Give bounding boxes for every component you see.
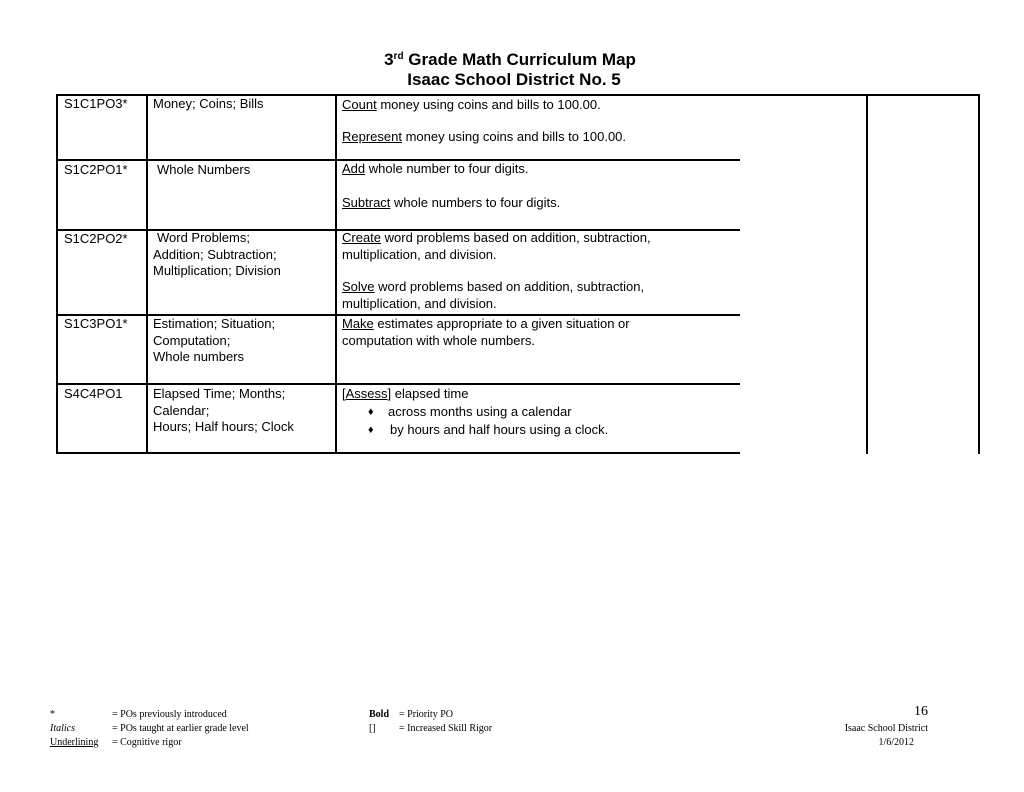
footer-district: Isaac School District [844, 723, 928, 734]
row-3-po-1-text: word problems based on addition, subtraction, [381, 230, 651, 245]
row-2-topic: Whole Numbers [157, 162, 251, 177]
legend-underlining-desc: = Cognitive rigor [112, 737, 182, 748]
footer-date: 1/6/2012 [878, 737, 914, 748]
row-1-po-2 [342, 129, 732, 146]
row-2-po-2-text: whole numbers to four digits. [390, 195, 561, 210]
row-5-po-1 [342, 386, 732, 403]
row-1-topic: Money; Coins; Bills [153, 96, 264, 111]
row-5-topic-line-2: Calendar; [153, 402, 210, 418]
page-subtitle: Isaac School District No. 5 [407, 70, 621, 89]
row-3-po-2 [342, 279, 732, 312]
row-1-po-1-text: money using coins and bills to 100.00. [376, 97, 601, 112]
row-5-bullet-1: across months using a calendar [388, 404, 572, 419]
title-ordinal-suffix: rd [393, 51, 404, 62]
row-5-bullet-2: by hours and half hours using a clock. [390, 422, 609, 437]
row-5-po-1-text: elapsed time [391, 386, 469, 401]
row-5-topic-line-3: Hours; Half hours; Clock [153, 419, 294, 434]
title-grade: 3 [384, 50, 394, 69]
legend-underlining-symbol: Underlining [50, 737, 99, 748]
diamond-bullet-icon: ♦ [368, 424, 374, 436]
page-number: 16 [914, 704, 928, 719]
table-divider-3 [866, 94, 868, 454]
row-4-po-1-line-2: computation with whole numbers. [342, 332, 535, 348]
table-border-left [56, 94, 58, 454]
row-2-code: S1C2PO1* [64, 162, 128, 177]
row-3-po-1 [342, 230, 732, 263]
legend-brackets-desc: = Increased Skill Rigor [399, 723, 493, 734]
row-3-topic-line-1: Word Problems; [157, 230, 250, 245]
row-1-po-2-verb: Represent [342, 129, 402, 144]
diamond-bullet-icon: ♦ [368, 406, 374, 418]
row-3-po-2-text: word problems based on addition, subtraction, [374, 279, 645, 294]
row-3-po-1-line-2: multiplication, and division. [342, 246, 497, 262]
row-4-po-1-verb: Make [342, 316, 374, 331]
legend-asterisk-symbol: * [50, 709, 55, 720]
row-3-code: S1C2PO2* [64, 231, 128, 246]
row-3-topic [153, 230, 281, 280]
row-3-topic-line-2: Addition; Subtraction; [153, 246, 277, 262]
legend-bold-symbol: Bold [369, 709, 390, 720]
row-1-po-2-text: money using coins and bills to 100.00. [401, 129, 627, 144]
row-4-topic-line-1: Estimation; Situation; [153, 316, 276, 331]
row-2-po-2 [342, 195, 732, 212]
legend-italics-symbol: Italics [50, 723, 75, 734]
row-5-bracket-open: [ [342, 386, 346, 401]
row-5-topic [153, 386, 294, 436]
legend-brackets-symbol: [] [369, 723, 376, 734]
row-4-topic-line-3: Whole numbers [153, 349, 245, 364]
legend-italics-desc: = POs taught at earlier grade level [112, 723, 249, 734]
row-2-po-1-text: whole number to four digits. [365, 161, 529, 176]
row-5-po-1-verb: Assess [345, 386, 388, 401]
row-3-po-2-line-2: multiplication, and division. [342, 295, 497, 311]
row-4-po-1 [342, 316, 732, 349]
row-2-po-1-verb: Add [342, 161, 366, 176]
row-4-po-1-text: estimates appropriate to a given situation or [373, 316, 630, 331]
row-5-bracket-close: ] [387, 386, 392, 401]
page-title [0, 50, 1022, 70]
row-1-po-1 [342, 97, 732, 114]
row-2-po-1 [342, 161, 732, 178]
row-4-topic-line-2: Computation; [153, 332, 231, 348]
row-5-topic-line-1: Elapsed Time; Months; [153, 386, 286, 401]
row-1-po-1-verb: Count [342, 97, 377, 112]
table-divider-1 [146, 94, 148, 454]
row-1-code: S1C1PO3* [64, 96, 128, 111]
table-divider-2 [335, 94, 337, 454]
title-text: Grade Math Curriculum Map [403, 50, 636, 69]
row-4-code: S1C3PO1* [64, 316, 128, 331]
row-2-po-2-verb: Subtract [342, 195, 391, 210]
table-border-right [978, 94, 980, 454]
row-5-code: S4C4PO1 [64, 386, 123, 401]
legend-asterisk-desc: = POs previously introduced [112, 709, 227, 720]
row-separator-4 [56, 383, 740, 385]
table-bottom-rule [56, 452, 740, 454]
row-4-topic [153, 316, 275, 366]
row-3-po-1-verb: Create [342, 230, 382, 245]
legend-bold-desc: = Priority PO [399, 709, 453, 720]
row-3-po-2-verb: Solve [342, 279, 375, 294]
row-3-topic-line-3: Multiplication; Division [153, 263, 281, 278]
